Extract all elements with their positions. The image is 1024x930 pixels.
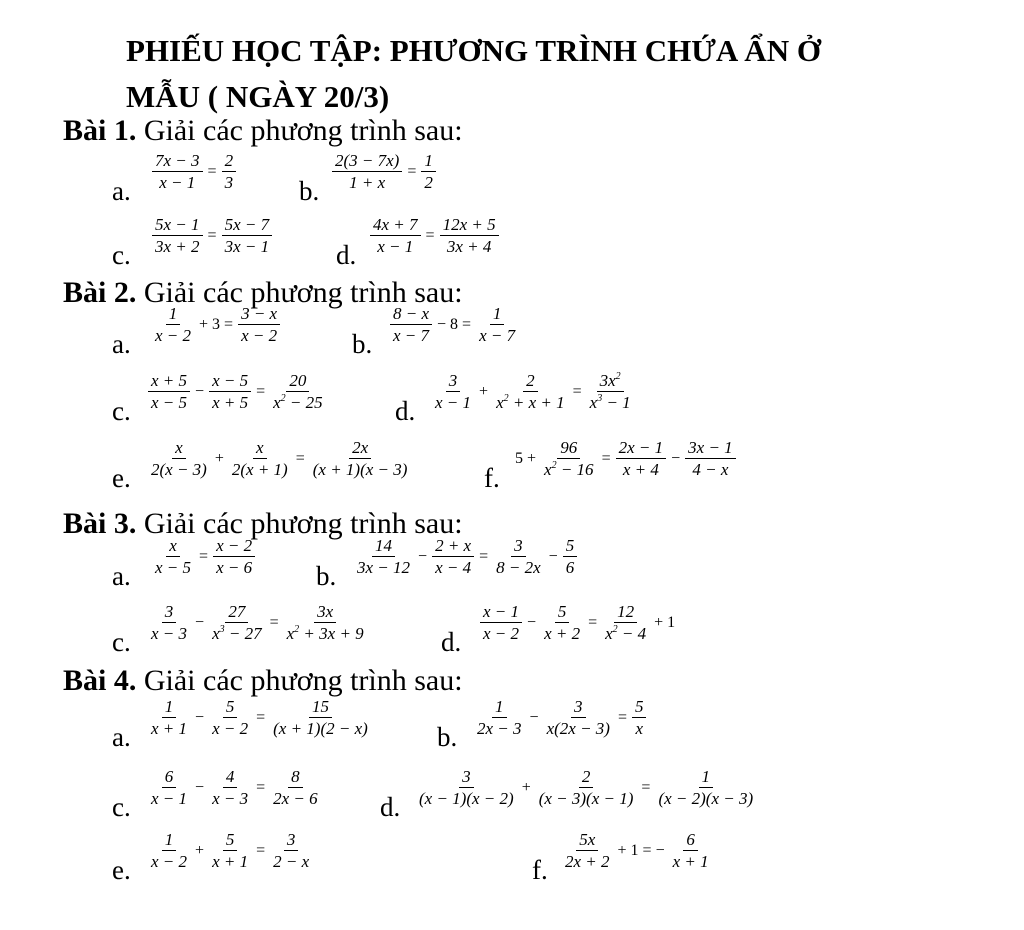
item-label: d. — [395, 396, 416, 426]
fraction — [209, 603, 265, 642]
operator: − — [527, 613, 537, 631]
numerator: 1 — [421, 152, 436, 172]
numerator: 5 — [563, 537, 578, 557]
numerator: 5 — [632, 698, 647, 718]
numerator: 1 — [166, 305, 181, 325]
numerator: 3 — [446, 372, 461, 392]
numerator: 1 — [490, 305, 505, 325]
fraction — [541, 603, 583, 642]
denominator: x − 2 — [241, 326, 278, 345]
fraction — [148, 831, 190, 870]
worksheet-title-line2: MẪU ( NGÀY 20/3) — [126, 79, 390, 114]
item-label: d. — [380, 792, 401, 822]
denominator: 2x − 3 — [477, 719, 522, 738]
fraction — [493, 372, 568, 411]
equation — [146, 768, 323, 807]
operator: = — [407, 162, 417, 180]
fraction — [562, 831, 613, 870]
fraction — [209, 831, 251, 870]
denominator: x − 3 — [212, 789, 249, 808]
fraction — [432, 372, 474, 411]
denominator: x + 1 — [672, 852, 709, 871]
operator: = — [601, 449, 611, 467]
denominator: x − 7 — [393, 326, 430, 345]
operator: = — [207, 226, 217, 244]
fraction — [476, 305, 518, 344]
fraction — [670, 831, 712, 870]
equation — [368, 216, 501, 255]
numerator: 2(3 − 7x) — [332, 152, 402, 172]
item-label: a. — [112, 329, 131, 359]
fraction — [616, 439, 667, 478]
denominator: (x − 2)(x − 3) — [658, 789, 754, 808]
exercise-heading — [63, 114, 463, 148]
numerator: 2x — [349, 439, 371, 459]
denominator: 2x + 2 — [565, 852, 610, 871]
denominator: 2 — [424, 173, 433, 192]
operator: − — [548, 547, 558, 565]
fraction — [209, 768, 251, 807]
equation — [388, 305, 520, 344]
operator: + — [521, 778, 531, 796]
fraction — [148, 768, 190, 807]
item-label: c. — [112, 627, 131, 657]
operator: − — [195, 778, 205, 796]
denominator: $x^3 - 27$ — [212, 624, 262, 643]
fraction — [440, 216, 499, 255]
numerator: 2x − 1 — [616, 439, 667, 459]
equation — [146, 372, 328, 411]
denominator: x − 5 — [151, 393, 188, 412]
numerator: 27 — [225, 603, 248, 623]
numerator: 1 — [162, 698, 177, 718]
denominator: x + 2 — [544, 624, 581, 643]
fraction — [563, 537, 578, 576]
denominator: $x^2 - 4$ — [605, 624, 647, 643]
equation — [146, 831, 314, 870]
item-label: e. — [112, 855, 131, 885]
numerator: 5x − 1 — [152, 216, 203, 236]
operator: = — [572, 382, 582, 400]
operator: + — [214, 449, 224, 467]
numerator: 7x − 3 — [152, 152, 203, 172]
denominator: (x − 1)(x − 2) — [419, 789, 514, 808]
operator: − — [195, 708, 205, 726]
exercise-number: Bài 4. — [63, 664, 137, 697]
operator: = — [256, 708, 266, 726]
equation — [150, 216, 274, 255]
exercise-number: Bài 3. — [63, 507, 137, 540]
operator: 5 + — [515, 449, 537, 467]
denominator: x − 2 — [483, 624, 520, 643]
fraction — [148, 603, 190, 642]
item-label: b. — [299, 176, 320, 206]
numerator: 8 — [288, 768, 303, 788]
numerator: x − 5 — [209, 372, 251, 392]
exercise-heading — [63, 664, 463, 698]
item-label: e. — [112, 463, 131, 493]
equation — [150, 305, 282, 344]
denominator: x − 3 — [151, 624, 188, 643]
fraction — [152, 216, 203, 255]
numerator: x + 5 — [148, 372, 190, 392]
equation — [146, 698, 373, 737]
operator: + 3 = — [199, 315, 234, 333]
denominator: 8 − 2x — [496, 558, 541, 577]
fraction — [655, 768, 756, 807]
denominator: 1 + x — [349, 173, 386, 192]
numerator: 2 — [523, 372, 538, 392]
denominator: $x^2 + 3x + 9$ — [286, 624, 364, 643]
fraction — [209, 372, 251, 411]
denominator: (x + 1)(2 − x) — [273, 719, 368, 738]
numerator: 15 — [309, 698, 332, 718]
numerator: 5 — [555, 603, 570, 623]
operator: − 8 = — [437, 315, 472, 333]
worksheet-title-line1: PHIẾU HỌC TẬP: PHƯƠNG TRÌNH CHỨA ẨN Ở — [126, 33, 821, 68]
item-label: a. — [112, 176, 131, 206]
fraction — [332, 152, 402, 191]
equation — [512, 439, 738, 478]
fraction — [270, 698, 371, 737]
exercise-instruction: Giải các phương trình sau: — [136, 114, 463, 147]
fraction — [284, 603, 367, 642]
fraction — [152, 537, 194, 576]
operator: = — [588, 613, 598, 631]
operator: = — [641, 778, 651, 796]
fraction — [213, 537, 255, 576]
operator: − — [195, 613, 205, 631]
fraction — [222, 216, 273, 255]
operator: − — [195, 382, 205, 400]
denominator: 2x − 6 — [273, 789, 318, 808]
numerator: 5 — [223, 831, 238, 851]
denominator: 2(x − 3) — [151, 460, 207, 479]
operator: = — [269, 613, 279, 631]
numerator: x — [166, 537, 180, 557]
denominator: x − 1 — [435, 393, 472, 412]
fraction — [536, 768, 637, 807]
equation — [560, 831, 714, 870]
operator: = — [256, 382, 266, 400]
fraction — [354, 537, 413, 576]
exercise-instruction: Giải các phương trình sau: — [136, 664, 463, 697]
denominator: x + 5 — [212, 393, 249, 412]
fraction — [270, 372, 326, 411]
fraction — [148, 372, 190, 411]
denominator: x − 6 — [216, 558, 253, 577]
fraction — [209, 698, 251, 737]
numerator: 6 — [683, 831, 698, 851]
numerator: x − 1 — [480, 603, 522, 623]
equation — [472, 698, 648, 737]
operator: + 1 — [654, 613, 676, 631]
numerator: 6 — [162, 768, 177, 788]
numerator: 12x + 5 — [440, 216, 499, 236]
item-label: f. — [484, 463, 500, 493]
numerator: 3x — [314, 603, 336, 623]
denominator: x − 2 — [212, 719, 249, 738]
numerator: 3 — [511, 537, 526, 557]
fraction — [432, 537, 474, 576]
equation — [150, 152, 238, 191]
denominator: x − 5 — [155, 558, 192, 577]
denominator: 2(x + 1) — [231, 460, 288, 479]
numerator: 4 — [223, 768, 238, 788]
fraction — [632, 698, 647, 737]
denominator: (x − 3)(x − 1) — [538, 789, 634, 808]
denominator: x − 2 — [155, 326, 192, 345]
denominator: 6 — [565, 558, 575, 577]
fraction — [541, 439, 597, 478]
fraction — [222, 152, 237, 191]
operator: = — [617, 708, 627, 726]
fraction — [370, 216, 421, 255]
item-label: b. — [352, 329, 373, 359]
equation — [430, 372, 636, 411]
operator: + — [479, 382, 489, 400]
item-label: d. — [336, 240, 357, 270]
denominator: 3x − 12 — [357, 558, 411, 577]
numerator: 5 — [223, 698, 238, 718]
fraction — [602, 603, 649, 642]
fraction — [390, 305, 432, 344]
exercise-number: Bài 2. — [63, 276, 137, 309]
fraction — [685, 439, 736, 478]
operator: − — [671, 449, 681, 467]
numerator: x — [253, 439, 267, 459]
numerator: 1 — [492, 698, 507, 718]
denominator: x(2x − 3) — [546, 719, 610, 738]
fraction — [587, 372, 634, 411]
denominator: (x + 1)(x − 3) — [312, 460, 408, 479]
fraction — [152, 152, 203, 191]
denominator: x — [635, 719, 643, 738]
numerator: 1 — [699, 768, 714, 788]
numerator: 2 — [222, 152, 237, 172]
fraction — [148, 439, 210, 478]
numerator: 3 − x — [238, 305, 280, 325]
exercise-instruction: Giải các phương trình sau: — [136, 507, 463, 540]
item-label: a. — [112, 561, 131, 591]
numerator: 3 — [459, 768, 474, 788]
fraction — [152, 305, 194, 344]
numerator: 8 − x — [390, 305, 432, 325]
exercise-number: Bài 1. — [63, 114, 137, 147]
operator: = — [425, 226, 435, 244]
operator: = — [199, 547, 209, 565]
denominator: x + 4 — [622, 460, 659, 479]
denominator: $x^2 + x + 1$ — [496, 393, 565, 412]
numerator: 5x — [576, 831, 598, 851]
numerator: x — [172, 439, 186, 459]
denominator: x − 1 — [151, 789, 188, 808]
operator: − — [418, 547, 428, 565]
item-label: b. — [316, 561, 337, 591]
fraction — [421, 152, 436, 191]
numerator: 4x + 7 — [370, 216, 421, 236]
item-label: c. — [112, 792, 131, 822]
item-label: a. — [112, 722, 131, 752]
numerator: $3x^2$ — [597, 372, 624, 392]
operator: = — [479, 547, 489, 565]
exercise-heading — [63, 507, 463, 541]
fraction — [474, 698, 525, 737]
denominator: x + 1 — [151, 719, 188, 738]
fraction — [416, 768, 517, 807]
fraction — [310, 439, 411, 478]
equation — [146, 603, 369, 642]
fraction — [544, 698, 613, 737]
denominator: 4 − x — [692, 460, 729, 479]
denominator: $x^3 - 1$ — [589, 393, 631, 412]
denominator: 3x − 1 — [224, 237, 270, 256]
equation — [330, 152, 438, 191]
denominator: x − 7 — [479, 326, 516, 345]
denominator: 2 − x — [273, 852, 310, 871]
numerator: 3 — [162, 603, 177, 623]
numerator: 20 — [286, 372, 309, 392]
numerator: 3x − 1 — [685, 439, 736, 459]
numerator: 5x − 7 — [222, 216, 273, 236]
equation — [150, 537, 257, 576]
fraction — [148, 698, 190, 737]
numerator: 2 — [579, 768, 594, 788]
denominator: 3x + 4 — [446, 237, 492, 256]
denominator: $x^2 - 16$ — [544, 460, 594, 479]
denominator: 3x + 2 — [155, 237, 200, 256]
operator: = — [256, 841, 266, 859]
denominator: x − 2 — [151, 852, 188, 871]
fraction — [270, 768, 321, 807]
operator: + — [195, 841, 205, 859]
exercise-instruction: Giải các phương trình sau: — [136, 276, 463, 309]
denominator: x + 1 — [212, 852, 249, 871]
fraction — [238, 305, 280, 344]
denominator: x − 4 — [435, 558, 472, 577]
operator: − — [529, 708, 539, 726]
numerator: 3 — [284, 831, 299, 851]
equation — [414, 768, 758, 807]
numerator: 14 — [372, 537, 395, 557]
item-label: c. — [112, 396, 131, 426]
operator: = — [295, 449, 305, 467]
equation — [352, 537, 579, 576]
denominator: 3 — [224, 173, 234, 192]
item-label: d. — [441, 627, 462, 657]
equation — [146, 439, 412, 478]
numerator: 12 — [614, 603, 637, 623]
fraction — [270, 831, 312, 870]
numerator: 2 + x — [432, 537, 474, 557]
operator: = — [207, 162, 217, 180]
numerator: 3 — [571, 698, 586, 718]
denominator: x − 1 — [377, 237, 414, 256]
fraction — [480, 603, 522, 642]
fraction — [493, 537, 544, 576]
numerator: 1 — [162, 831, 177, 851]
denominator: x − 1 — [159, 173, 196, 192]
item-label: c. — [112, 240, 131, 270]
fraction — [229, 439, 291, 478]
numerator: x − 2 — [213, 537, 255, 557]
operator: = — [256, 778, 266, 796]
numerator: 96 — [557, 439, 580, 459]
equation — [478, 603, 678, 642]
operator: + 1 = − — [617, 841, 665, 859]
denominator: $x^2 - 25$ — [273, 393, 323, 412]
item-label: f. — [532, 855, 548, 885]
item-label: b. — [437, 722, 458, 752]
